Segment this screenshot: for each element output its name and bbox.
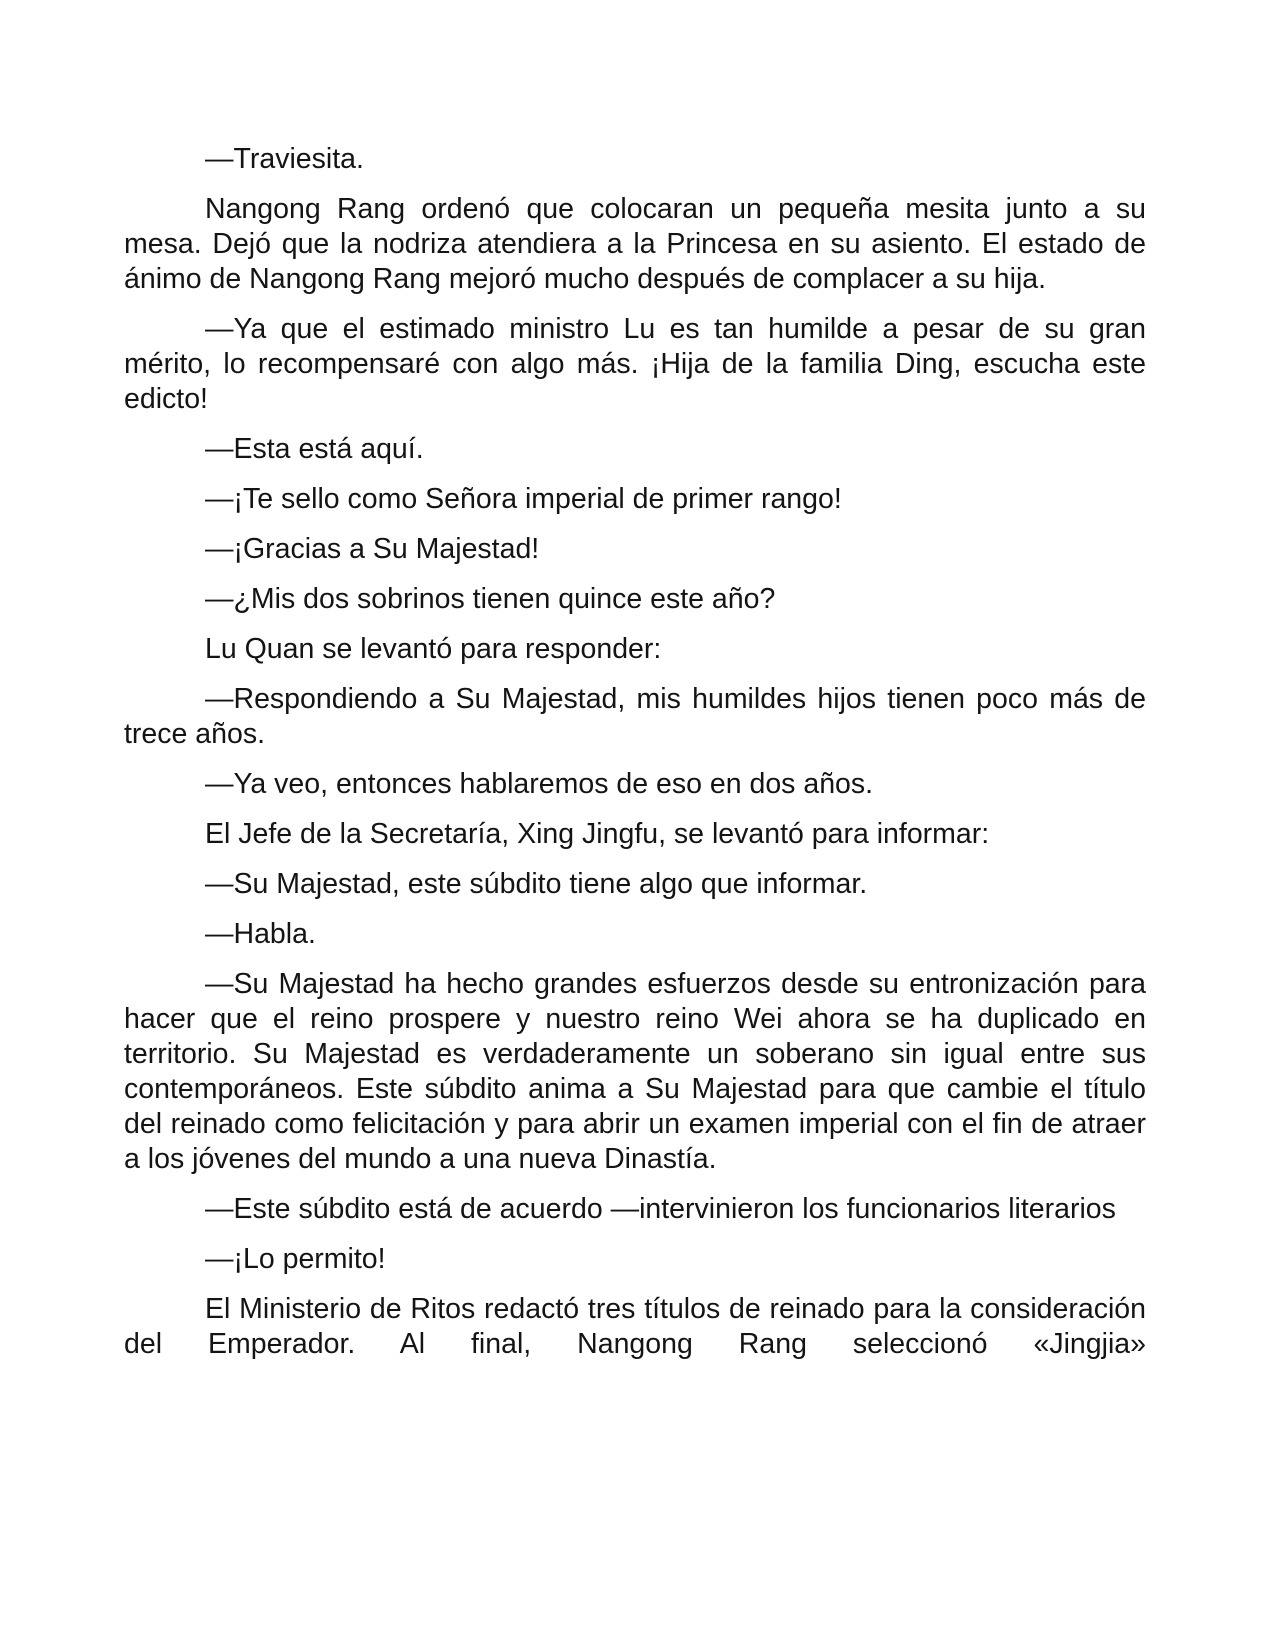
paragraph: —Su Majestad, este súbdito tiene algo que informar. <box>205 868 868 900</box>
document-page <box>124 142 1146 1377</box>
paragraph: El Ministerio de Ritos redactó tres títulos de reinado para la consideración del Emperador. Al final, Nangong Rang seleccionó «Jingjia» <box>124 1293 1146 1360</box>
paragraph: —Ya veo, entonces hablaremos de eso en dos años. <box>205 768 874 800</box>
paragraph: —Ya que el estimado ministro Lu es tan humilde a pesar de su gran mérito, lo recompensaré con algo más. ¡Hija de la familia Ding, escucha este edicto! <box>124 313 1146 415</box>
paragraph: —Respondiendo a Su Majestad, mis humildes hijos tienen poco más de trece años. <box>124 683 1146 750</box>
paragraph: —¿Mis dos sobrinos tienen quince este año? <box>205 583 776 615</box>
paragraph: Nangong Rang ordenó que colocaran un pequeña mesita junto a su mesa. Dejó que la nodriza atendiera a la Princesa en su asiento. El estado de ánimo de Nangong Rang mejoró mucho después de complacer a su hija. <box>124 193 1146 295</box>
paragraph: —Su Majestad ha hecho grandes esfuerzos desde su entronización para hacer que el reino prospere y nuestro reino Wei ahora se ha duplicado en territorio. Su Majestad es verdaderamente un soberano sin igual entre sus contemporáneos. Este súbdito anima a Su Majestad para que cambie el título del reinado como felicitación y para abrir un examen imperial con el fin de atraer a los jóvenes del mundo a una nueva Dinastía. <box>124 968 1146 1175</box>
paragraph: El Jefe de la Secretaría, Xing Jingfu, se levantó para informar: <box>205 818 990 850</box>
paragraph: —Habla. <box>205 918 316 950</box>
paragraph: —Este súbdito está de acuerdo —intervinieron los funcionarios literarios <box>205 1193 1116 1225</box>
paragraph: —Traviesita. <box>205 143 364 175</box>
paragraph: —¡Te sello como Señora imperial de primer rango! <box>205 483 842 515</box>
paragraph: —¡Gracias a Su Majestad! <box>205 533 540 565</box>
paragraph: —Esta está aquí. <box>205 433 424 465</box>
paragraph: —¡Lo permito! <box>205 1243 386 1275</box>
paragraph: Lu Quan se levantó para responder: <box>205 633 662 665</box>
